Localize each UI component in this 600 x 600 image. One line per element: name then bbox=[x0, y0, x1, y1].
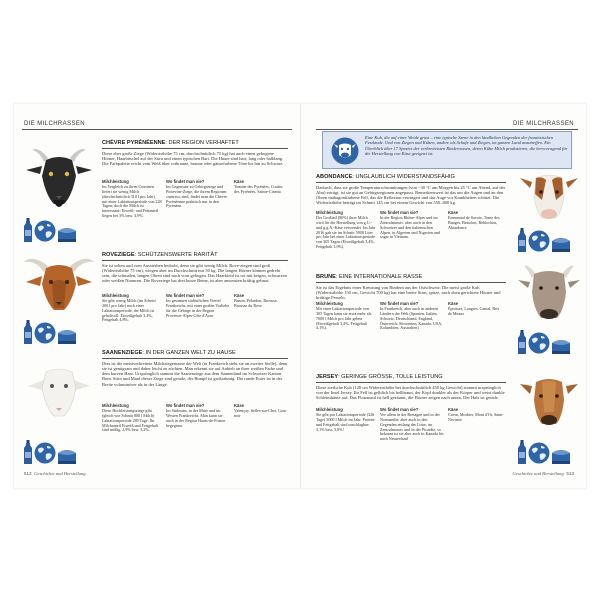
milk-bottle-icon bbox=[518, 228, 526, 252]
breed-subtitle: : GERINGE GRÖSSE, TOLLE LEISTUNG bbox=[338, 374, 443, 380]
entry-icons bbox=[518, 330, 570, 354]
entry-roveziege bbox=[102, 252, 288, 284]
milk-yield-heading: Milchleistung bbox=[316, 210, 343, 215]
cheese-heading: Käse bbox=[448, 210, 459, 215]
black-goat-illustration bbox=[24, 144, 94, 216]
cheese-column bbox=[448, 408, 504, 442]
breed-subtitle: : SCHÜTZENSWERTE RARITÄT bbox=[134, 252, 218, 258]
running-head-right: DIE MILCHRASSEN bbox=[512, 121, 574, 127]
title-rule bbox=[316, 282, 506, 283]
cheese-text: Valençay, Selles-sur-Cher, Gour noir bbox=[234, 408, 287, 419]
cheese-column bbox=[448, 211, 504, 250]
entry-facts bbox=[102, 294, 288, 323]
left-page bbox=[14, 104, 300, 488]
cheese-heading: Käse bbox=[448, 301, 459, 306]
entry-facts bbox=[316, 302, 506, 331]
location-heading: Wo findet man sie? bbox=[166, 179, 205, 184]
entry-title bbox=[316, 374, 506, 380]
milk-yield-text: Sie gibt wenig Milch (im Schnitt 200 l pro Jahr) nach einer Laktationsperiode, die Milch ist gehaltvoll: Eiweißgehalt 3,4%, Fettgehalt 4,8%. bbox=[102, 298, 156, 323]
breed-name: JERSEY bbox=[316, 374, 339, 380]
cheese-icon bbox=[58, 223, 76, 242]
breed-name: CHÈVRE PYRÉNÉENNE bbox=[102, 140, 166, 146]
cheese-heading: Käse bbox=[234, 403, 245, 408]
page-footer-left bbox=[24, 471, 86, 476]
cheese-text: Époisses, Langres, Cantal, Bris de Meaux bbox=[448, 306, 500, 317]
milk-yield-heading: Milchleistung bbox=[316, 407, 343, 412]
milk-yield-column bbox=[316, 408, 376, 442]
milk-yield-text: Diese Hochleistungsziege gibt (gleich wie Schnitt 800 l Milch) Laktationsperiode 280 Tage. Ihr Milchanteil Eiweiß und Fettgehalt sind mäßig, 2,9% bzw. 3,2%. bbox=[102, 408, 159, 433]
entry-icons bbox=[24, 218, 76, 242]
cheese-column bbox=[234, 294, 288, 323]
location-column bbox=[166, 404, 230, 433]
cheese-heading: Käse bbox=[448, 407, 459, 412]
book-gutter bbox=[300, 104, 301, 488]
entry-title bbox=[102, 252, 288, 258]
breed-subtitle: : IN DER GANZEN WELT ZU HAUSE bbox=[142, 350, 236, 356]
location-column bbox=[166, 180, 230, 219]
milk-yield-column bbox=[316, 302, 376, 331]
cheese-text: Banon, Pélardon, Brousse, Brousse du Rove bbox=[234, 298, 278, 309]
abondance-cow-illustration bbox=[518, 168, 580, 226]
entry-chevre-pyreneenne bbox=[102, 140, 288, 166]
cheese-icon bbox=[552, 233, 570, 252]
milk-yield-column bbox=[102, 180, 162, 219]
location-text: Im Südosten, in der Mitte und im Westen Frankreichs. Man kann sie auch in der Region Hauts-de-France begegnen. bbox=[166, 408, 226, 428]
entry-facts bbox=[102, 180, 288, 219]
globe-icon bbox=[528, 442, 550, 464]
milk-yield-text: Der Großteil (80%) ihrer Milch wird für die Herstellung von g.U.- und g.g.A.-Käse verwendet. Im Jahr 2016 gab sie im Schnitt 5900 Liter pro Jahr bei einer Laktationsperiode von 305 Tagen (Eiweißgehalt 3,4%, Fettgehalt 3,9%). bbox=[316, 215, 376, 250]
entry-icons bbox=[518, 440, 570, 464]
right-page bbox=[304, 104, 586, 488]
location-heading: Wo findet man sie? bbox=[166, 293, 205, 298]
milk-yield-text: Mit einer Laktationsperiode von 305 Tagen kann sie etwa mehr als 7000 l Milch pro Jahr geben (Eiweißgehalt 3,4%, Fettgehalt 4,1%). bbox=[316, 306, 372, 331]
milk-yield-column bbox=[316, 211, 376, 250]
breed-description: Sie ist das Ergebnis einer Kreuzung von Rindern aus der Ostschweiz. Die meist große Kuh (Widerristhöhe 150 cm, Gewicht 700 kg) hat eine breite Stirn, spitze, nach oben gerichtete Hörner und kräftige Fesseln. bbox=[316, 284, 501, 301]
breed-name: SAANENZIEGE bbox=[102, 350, 143, 356]
milk-yield-heading: Milchleistung bbox=[316, 301, 343, 306]
cheese-column bbox=[234, 180, 288, 219]
entry-brune bbox=[316, 274, 506, 300]
globe-icon bbox=[528, 332, 550, 354]
intro-box bbox=[322, 131, 572, 169]
entry-title bbox=[102, 140, 288, 146]
entry-title bbox=[316, 174, 506, 180]
milk-bottle-icon bbox=[24, 320, 32, 344]
milk-bottle-icon bbox=[518, 440, 526, 464]
location-text: In der Region Rhône-Alpes und im Zentralmassiv, aber auch in den Schweizer und den italienischen Alpen, in Algerien und Nigerien und sogar in Vietnam. bbox=[380, 215, 441, 240]
title-rule bbox=[316, 382, 506, 383]
globe-icon bbox=[34, 322, 56, 344]
entry-facts bbox=[316, 211, 506, 250]
milk-bottle-icon bbox=[518, 330, 526, 354]
breed-name: BRUNE bbox=[316, 274, 336, 280]
entry-facts bbox=[316, 408, 506, 442]
cheese-text: Emmental de Savoie, Tome des Bauges, Beaufort, Reblochon, Abondance bbox=[448, 215, 500, 230]
location-column bbox=[380, 211, 444, 250]
breed-name: ROVEZIEGE bbox=[102, 252, 135, 258]
location-heading: Wo findet man sie? bbox=[380, 407, 419, 412]
breed-name: ABONDANCE bbox=[316, 174, 353, 180]
cheese-icon bbox=[552, 335, 570, 354]
milk-bottle-icon bbox=[24, 440, 32, 464]
title-rule bbox=[102, 260, 288, 261]
location-text: Im Gegensatz zu Gebirgsziege und Poitevine-Ziege, die ihrem Regionen »untreu« sind, findet man die Chèvre Pyrénéenne praktisch nur in den Pyrenäen. bbox=[166, 184, 227, 209]
location-heading: Wo findet man sie? bbox=[166, 403, 205, 408]
running-foot: Geschichte und Herstellung bbox=[512, 471, 564, 476]
entry-saanenziege bbox=[102, 350, 288, 387]
entry-icons bbox=[24, 440, 76, 464]
location-column bbox=[380, 302, 444, 331]
cheese-column bbox=[448, 302, 504, 331]
cheese-text: Tomme des Pyrénées, Crottin des Pyrénées, Sainte-Cinetta bbox=[234, 184, 283, 195]
page-number: 513 bbox=[566, 471, 574, 476]
milk-yield-heading: Milchleistung bbox=[102, 179, 129, 184]
milk-yield-text: Im Vergleich zu ihren Cousinen liefert sie wenig Milch (durchschnittlich 310 l pro Jahr), mit einer Laktationsperiode von 228 Tagen; doch die Milch ist interessant: Eiweiß- und Fettanteil liegen bei 3% bzw. 3,9%. bbox=[102, 184, 162, 219]
breed-description: Dies ist die meistverbreitete Milchziegenrasse der Welt (in Frankreich steht sie an zweiter Stelle), denn sie ist genügsam und daher leicht zu züchten. Man erkennt sie auf Anhieb an ihrer weißen Farbe und dem kurzen Haar. Ursprünglich stammt die Saanenziege aus dem Saanenland im Schweizer Kanton Bern. Stirn und Maul dieser Ziege sind gerade, der Rumpf ist großrahmig. Die runde Euter ist in der Breite voluminöser als in der Länge. bbox=[102, 360, 288, 387]
milk-bottle-icon bbox=[24, 218, 32, 242]
running-head-rule bbox=[22, 129, 292, 130]
cheese-icon bbox=[58, 445, 76, 464]
breed-description: Diese zierliche Kuh (128 cm Widerristhöhe bei durchschnittlich 450 kg Gewicht) stammt ursprünglich von der Insel Jersey. Ihr Fell ist gelblich bis hellbraun, der Kopf dunkler als der Körper und weist dunkle Schleimhäute auf. Das Flotzmaul ist hell gezäumt, die Hörner zeigen nach unten. Der Hals ist gerade. bbox=[316, 384, 505, 401]
page-footer-right bbox=[512, 471, 574, 476]
title-rule bbox=[102, 148, 288, 149]
globe-icon bbox=[528, 230, 550, 252]
title-rule bbox=[316, 182, 506, 183]
entry-title bbox=[102, 350, 288, 356]
running-foot: Geschichte und Herstellung bbox=[34, 471, 86, 476]
entry-title bbox=[316, 274, 506, 280]
brune-cow-illustration bbox=[516, 262, 582, 328]
entry-jersey bbox=[316, 374, 506, 400]
page-number: 512 bbox=[24, 471, 32, 476]
globe-icon bbox=[34, 442, 56, 464]
milk-yield-heading: Milchleistung bbox=[102, 403, 129, 408]
location-text: In Frankreich, aber auch in anderen Ländern der Welt (Spanien, Italien, Schweiz, Deutschland, England, Österreich, Slowenien, Kanada, USA, Kolumbien, Australien) bbox=[380, 306, 443, 331]
milk-yield-column bbox=[102, 404, 162, 433]
globe-icon bbox=[34, 220, 56, 242]
location-column bbox=[166, 294, 230, 323]
cow-head-icon bbox=[331, 137, 359, 165]
entry-facts bbox=[102, 404, 288, 433]
breed-subtitle: : UNGLAUBLICH WIDERSTANDSFÄHIG bbox=[352, 174, 455, 180]
jersey-cow-illustration bbox=[518, 372, 580, 432]
cheese-text: Coeur, Morbier, Mont d'Or, Saint-Nectaire bbox=[448, 412, 504, 423]
location-text: Vor allem in der Bretagne und in der Normandie, aber auch in den Gegenden entlang der Loire, im Zentralmassiv und in der Picardie, so bekannt ist sie aber auch in Kanada bis nach Neuseeland bbox=[380, 412, 444, 442]
entry-icons bbox=[518, 228, 570, 252]
breed-subtitle: : DER REGION VERHAFTET bbox=[165, 140, 239, 146]
location-column bbox=[380, 408, 444, 442]
cheese-column bbox=[234, 404, 288, 433]
running-head-left: DIE MILCHRASSEN bbox=[24, 121, 86, 127]
cheese-heading: Käse bbox=[234, 179, 245, 184]
running-head-rule bbox=[316, 129, 578, 130]
breed-description: Dadurch, dass sie große Temperaturschwankungen (von −30 °C am Morgen bis 25 °C am Abend, auf der Alm) erträgt, ist sie gut an Gebirgsregionen angepasst. Bemerkenswert ist das um die Augen und an den Ohren mahagonifarbene Fell, das die Reflexion verringert und das Auge vor Krankheiten schützt. Die Widerristhöhe beträgt im Schnitt 145 cm bei einem Gewicht von 550–800 kg. bbox=[316, 184, 506, 206]
cheese-icon bbox=[552, 445, 570, 464]
entry-abondance bbox=[316, 174, 506, 206]
title-rule bbox=[102, 358, 288, 359]
breed-subtitle: : EINE INTERNATIONALE RASSE bbox=[335, 274, 423, 280]
breed-description: Diese eher große Ziege (Widerristhöhe 75 cm, durchschnittlich 75 kg) hat auch einen gebogene Hörner, Haarbüschel auf der Stirn und einen typischen Bart. Die Haare sind hart, lang oder halblang. Die Farbpalette reicht vom Weiß über rotbraune, braune oder gänsefarbene Töne bis hin zu Schwarz. bbox=[102, 150, 284, 167]
milk-yield-column bbox=[102, 294, 162, 323]
milk-yield-text: Sie gibt pro Laktationsperiode (326 Tage) 5000 l Milch im Jahr. Protein- und Fettgehalt sind unschlagbar: 3,1% bzw. 5,8%! bbox=[316, 412, 376, 432]
location-heading: Wo findet man sie? bbox=[380, 210, 419, 215]
location-heading: Wo findet man sie? bbox=[380, 301, 419, 306]
breed-description: Sie ist selten und vom Aussterben bedroht, denn sie gibt wenig Milch. Rove-ziegen sind groß (Widerristhöhe 75 cm), wiegen aber im Durchschnitt nur 50 kg. Die langen Hörner können gedreht sein, die schmalen, langen Ohren sind nach vorn gebogen. Das Haarkleid ist rot mit beigen, schwarzen oder weißen Nuancen. Die Roveziege hat drei kurze Beine, ist aber ansonsten kräftig gebaut. bbox=[102, 262, 287, 284]
brown-goat-illustration bbox=[22, 252, 96, 318]
cheese-icon bbox=[58, 325, 76, 344]
white-goat-illustration bbox=[26, 358, 92, 424]
entry-icons bbox=[24, 320, 76, 344]
cheese-heading: Käse bbox=[234, 293, 245, 298]
milk-yield-heading: Milchleistung bbox=[102, 293, 129, 298]
location-text: Im gesamten südöstlichen Viertel Frankreichs, mit einer großen Vorliebe für die Gebirge in der Region Provence-Alpes-Côte d'Azur bbox=[166, 298, 230, 318]
intro-text: Eine Kuh, die auf einer Weide grast – eine typische Szene in den ländlichen Gegenden der französischen Festlande. Und von Ziegen und Kühen, andere als Schafe und Ziegen, im ganzen Land anzutreffen. Ein Überblick über 17 Spezies der verbreitetsten Rinderrassen, deren Kühe Milch produzieren, die hervorragend für die Herstellung von Käse geeignet ist. bbox=[365, 135, 568, 156]
